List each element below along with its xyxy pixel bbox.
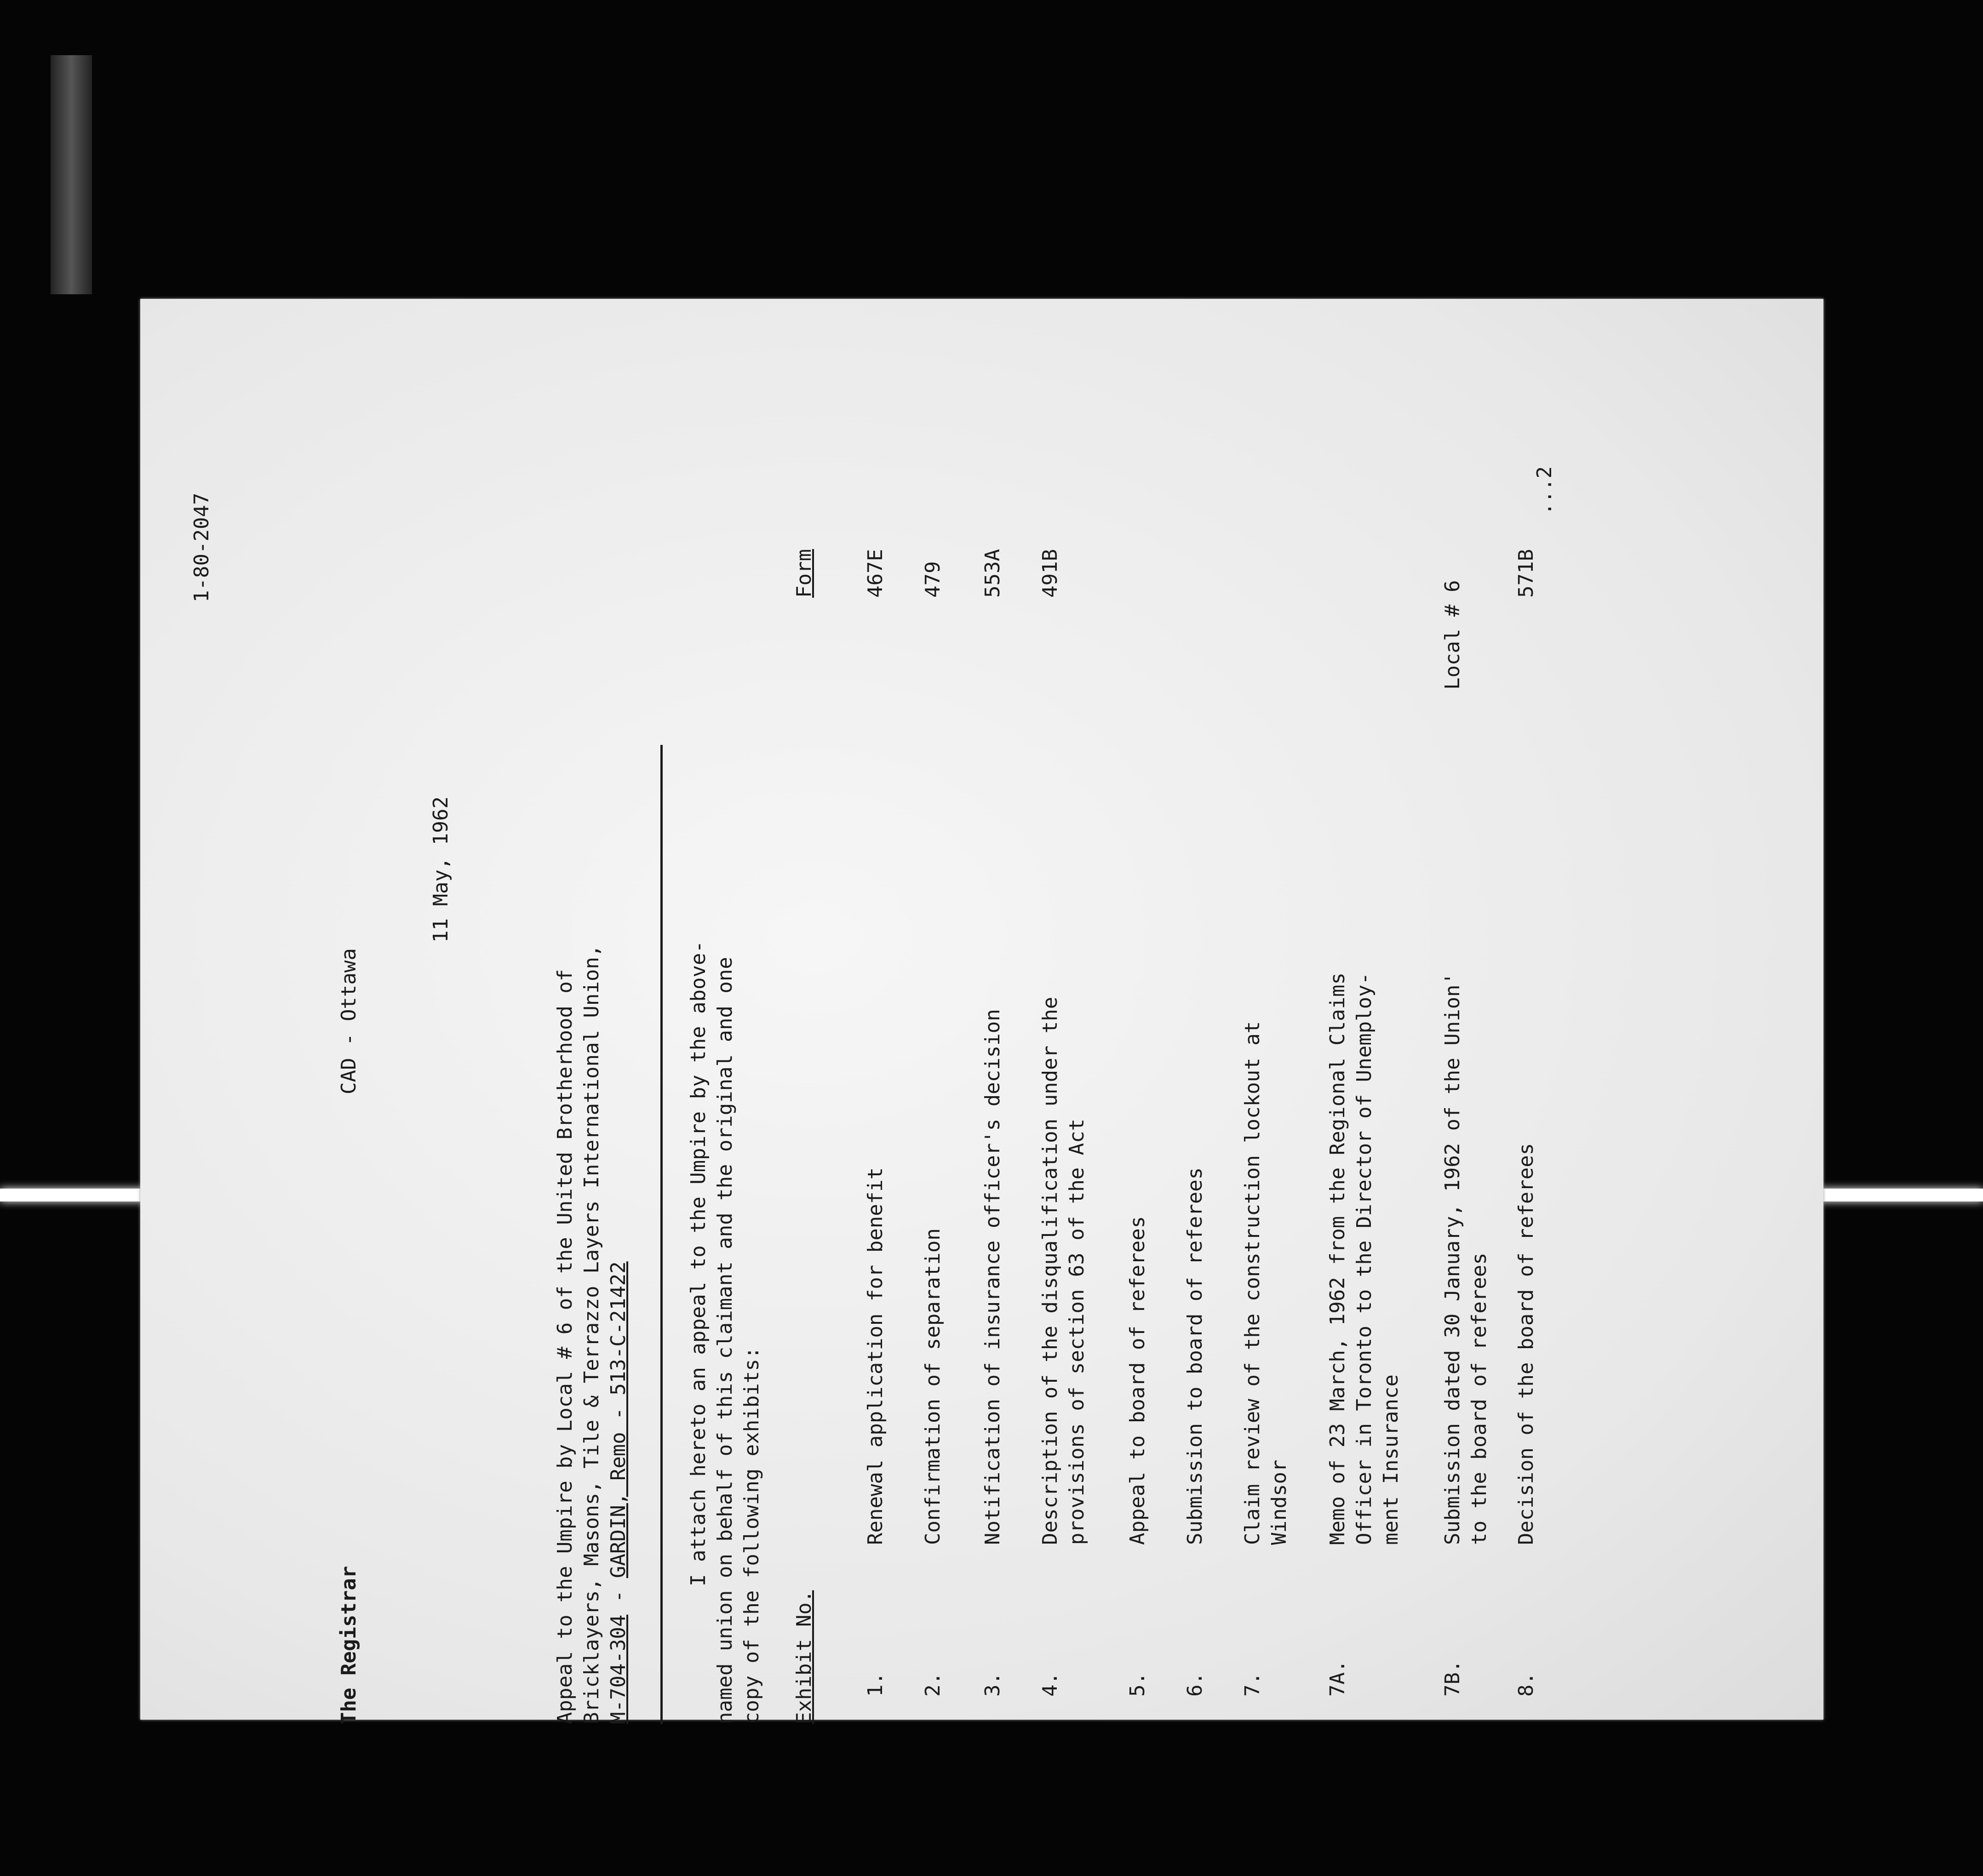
- exhibit-number: 6.: [1183, 1672, 1207, 1697]
- intro-paragraph: [685, 941, 765, 1724]
- intro-line-2: named union on behalf of this claimant and the original and one: [713, 957, 737, 1724]
- intro-line-1: I attach hereto an appeal to the Umpire by the above-: [687, 941, 710, 1586]
- exhibit-form: 571B: [1514, 549, 1538, 598]
- exhibit-number: 5.: [1126, 1672, 1149, 1697]
- exhibit-description: Confirmation of separation: [921, 1228, 945, 1545]
- exhibit-description: Description of the disqualification under the provisions of section 63 of the Act: [1038, 996, 1089, 1545]
- exhibit-local-annotation: Local # 6: [1441, 580, 1464, 690]
- letter-date: 11 May, 1962: [429, 796, 453, 943]
- exhibit-column-header: Exhibit No.: [792, 1590, 816, 1724]
- exhibit-number: 8.: [1514, 1672, 1538, 1697]
- subject-file-number: M-704-304: [607, 1614, 630, 1724]
- exhibit-description: Claim review of the construction lockout at Windsor: [1241, 1021, 1291, 1545]
- intro-line-3: copy of the following exhibits:: [740, 1346, 763, 1724]
- exhibit-number: 1.: [864, 1672, 887, 1697]
- exhibit-form: 491B: [1038, 549, 1062, 598]
- exhibit-number: 7A.: [1326, 1660, 1349, 1697]
- exhibit-description: Submission dated 30 January, 1962 of the Union' to the board of referees: [1441, 972, 1491, 1545]
- exhibit-form: 553A: [981, 549, 1004, 598]
- exhibit-number: 7.: [1241, 1672, 1264, 1697]
- scan-streak-right: [1817, 1189, 1983, 1201]
- exhibit-description: Submission to board of referees: [1183, 1167, 1207, 1545]
- subject-block: [552, 759, 632, 1724]
- exhibit-number: 7B.: [1441, 1660, 1464, 1697]
- exhibit-description: Notification of insurance officer's decision: [981, 1009, 1004, 1545]
- exhibit-description: Memo of 23 March, 1962 from the Regional Claims Officer in Toronto to the Director of Unemploy- ment Insurance: [1326, 972, 1403, 1545]
- subject-separator: -: [607, 1578, 630, 1615]
- addressee: The Registrar: [337, 1566, 361, 1724]
- exhibit-description: Appeal to board of referees: [1126, 1216, 1149, 1545]
- letter-body: [138, 331, 1794, 1738]
- film-edge-light: [51, 55, 92, 294]
- file-reference: 1-80-2047: [190, 492, 213, 602]
- exhibit-description: Renewal application for benefit: [864, 1167, 887, 1545]
- continuation-marker: ...2: [1533, 466, 1556, 515]
- subject-claimant: GARDIN, Remo - 513-C-21422: [607, 1261, 630, 1579]
- form-column-header: Form: [792, 549, 816, 598]
- exhibit-description: Decision of the board of referees: [1514, 1143, 1538, 1545]
- subject-line-2: Bricklayers, Masons, Tile & Terrazzo Layers International Union,: [580, 944, 603, 1724]
- exhibit-number: 3.: [981, 1672, 1004, 1697]
- scan-streak-left: [0, 1189, 147, 1201]
- subject-line-1: Appeal to the Umpire by Local # 6 of the United Brotherhood of: [553, 969, 577, 1724]
- exhibit-form: 479: [921, 561, 945, 598]
- exhibit-form: 467E: [864, 549, 887, 598]
- exhibit-number: 4.: [1038, 1672, 1062, 1697]
- office-location: CAD - Ottawa: [337, 948, 361, 1094]
- subject-rule: [660, 745, 663, 1724]
- subject-line-3: [605, 759, 632, 1724]
- exhibit-number: 2.: [921, 1672, 945, 1697]
